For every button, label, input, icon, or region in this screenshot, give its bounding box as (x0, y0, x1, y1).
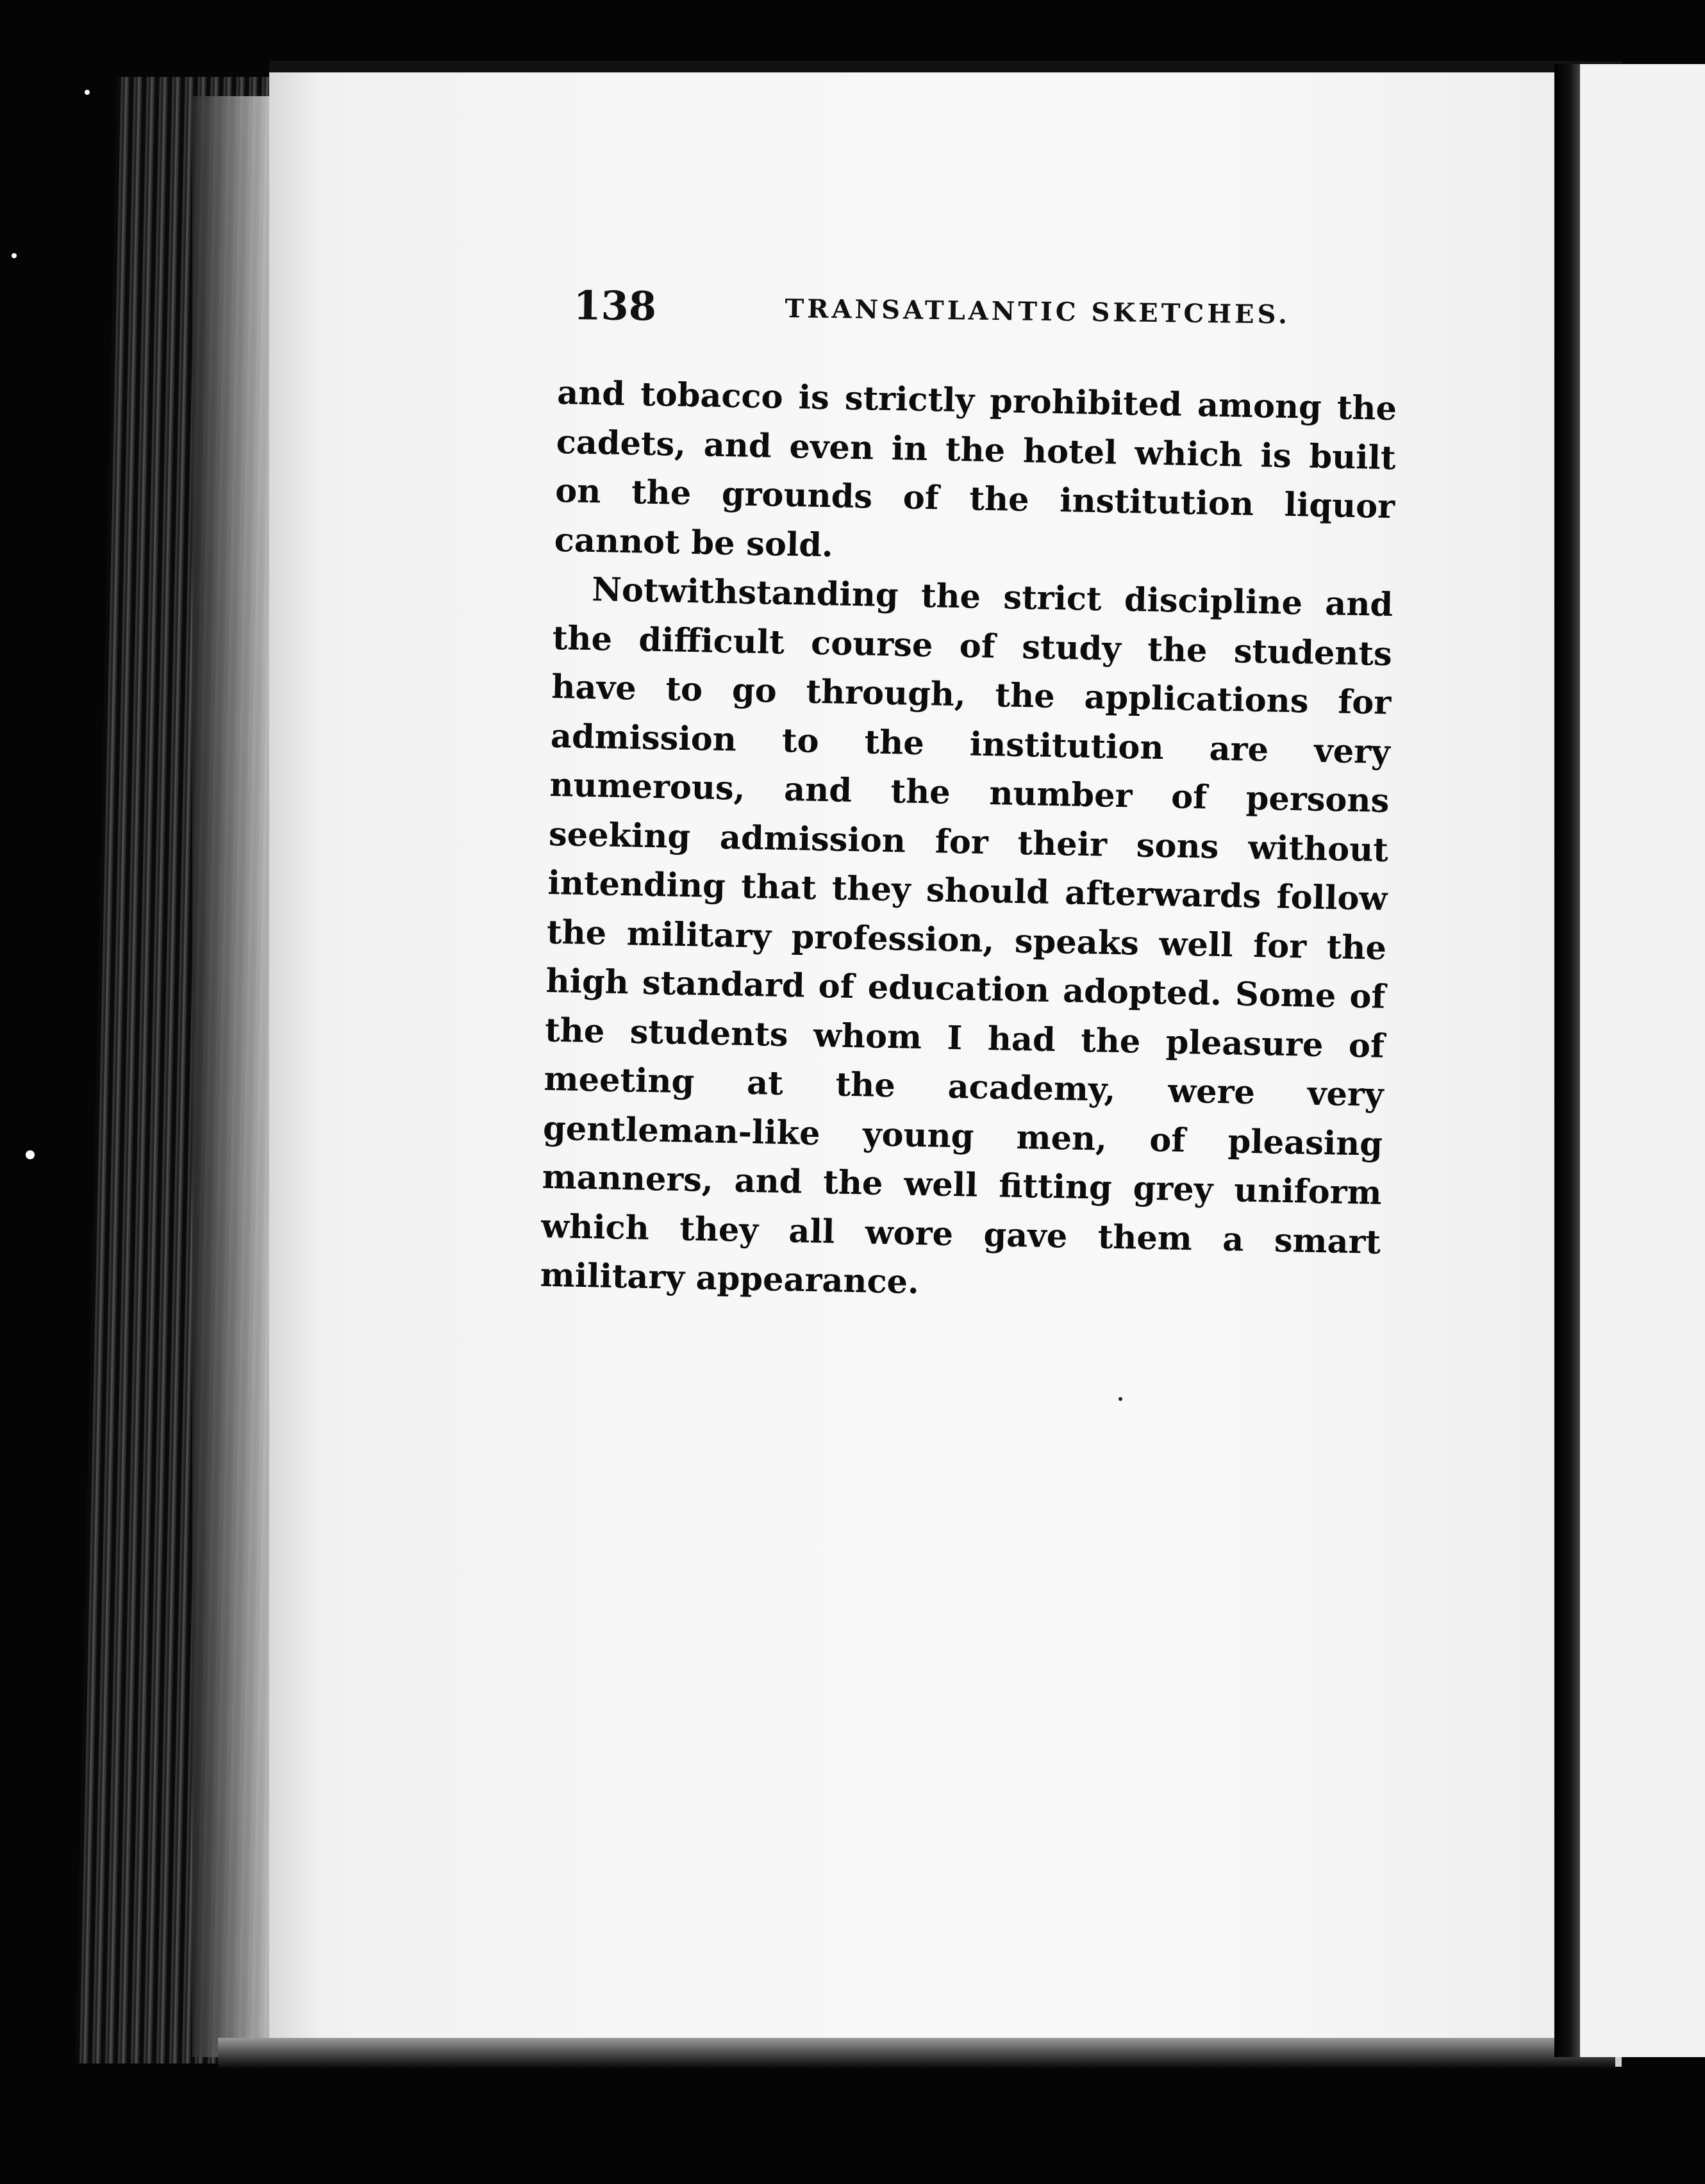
scan-speck (1119, 1397, 1122, 1401)
scan-speck (12, 253, 17, 258)
running-title: TRANSATLANTIC SKETCHES. (785, 294, 1291, 330)
page-bottom-shadow (218, 2038, 1615, 2070)
page-body (540, 368, 1397, 1316)
facing-page-edge (1580, 64, 1705, 2057)
scan-speck (26, 1150, 35, 1159)
page-number: 138 (573, 282, 657, 330)
scan-speck (85, 90, 90, 95)
paragraph: Notwithstanding the strict discipline and the difficult course of study the students have to go through, the applications for admission to the institution are very numerous, and the number of persons seeking admission for their sons without intending that they should afterwards follow the military profession, speaks well for the high standard of education adopted. Some of the students whom I had the pleasure of meeting at the academy, were very gentleman-like young men, of pleasing manners, and the well fitting grey uniform which they all wore gave them a smart military appearance. (540, 570, 1393, 1302)
gutter-shadow (1554, 64, 1580, 2057)
paragraph: and tobacco is strictly prohibited among the cadets, and even in the hotel which is built on the grounds of the institution liquor cannot be sold. (554, 373, 1397, 565)
